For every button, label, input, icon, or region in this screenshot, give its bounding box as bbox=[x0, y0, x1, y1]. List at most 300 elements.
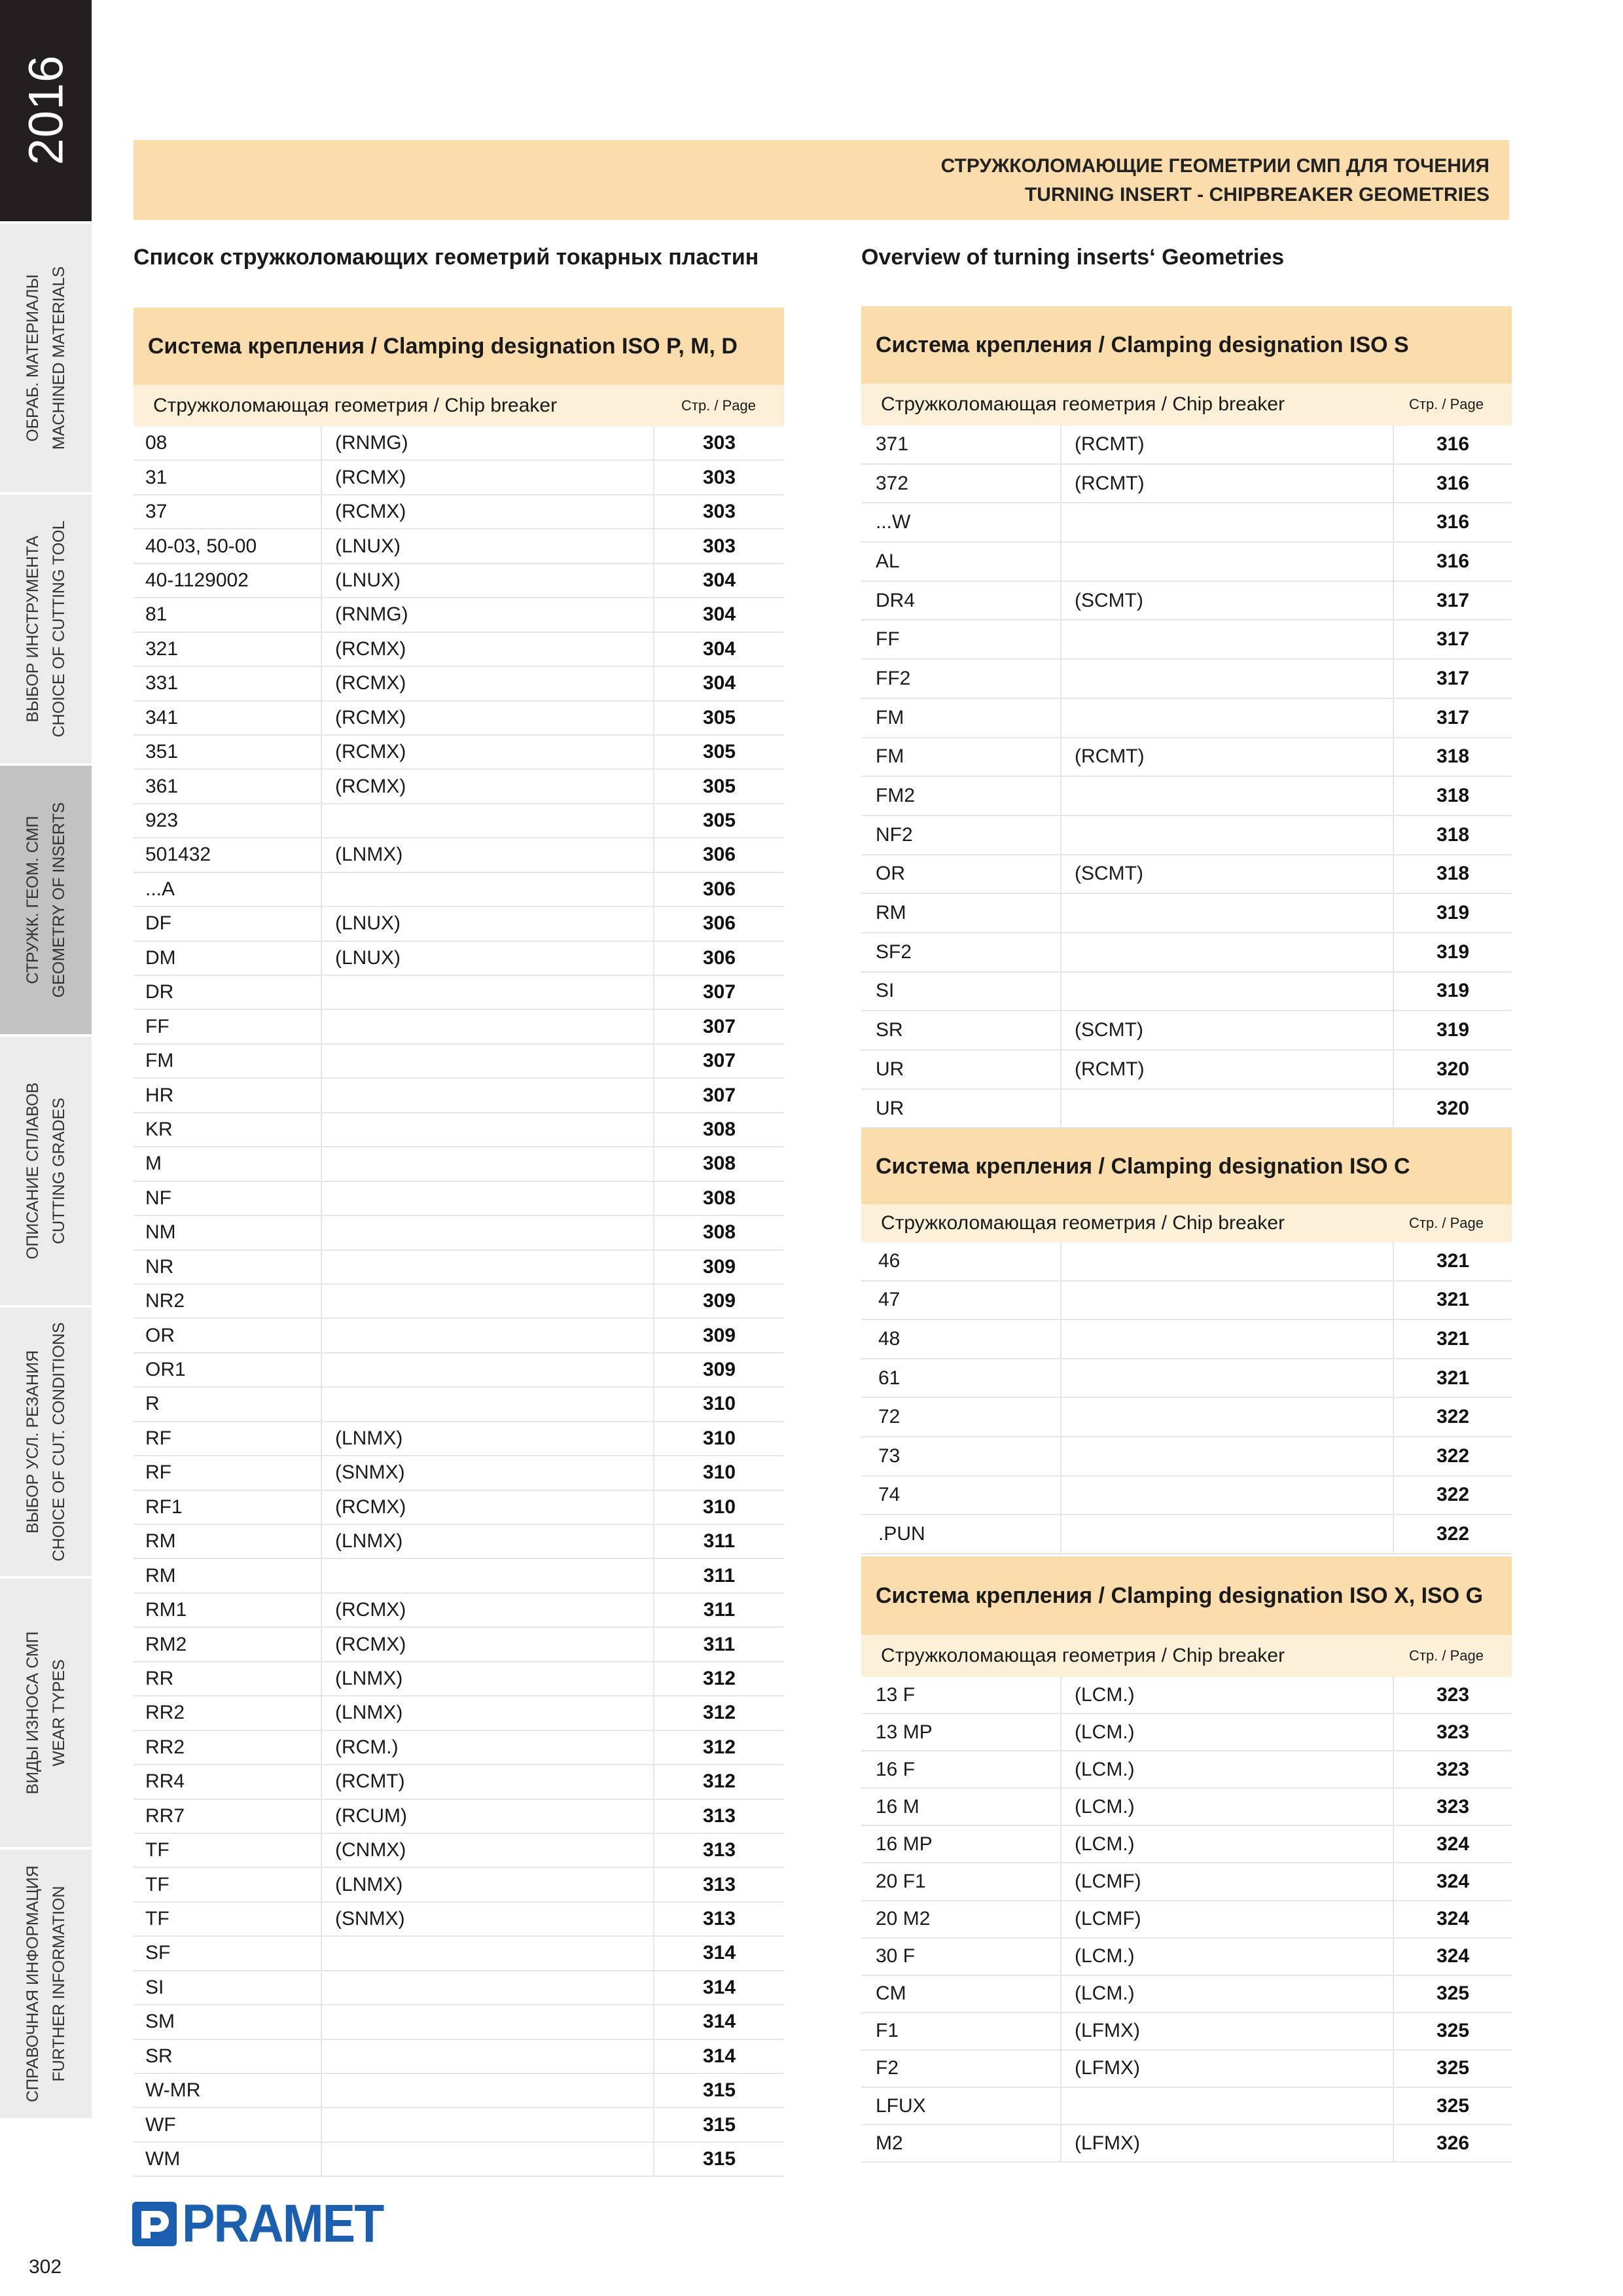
page-cell: 308 bbox=[653, 1182, 784, 1215]
table-row bbox=[134, 1113, 784, 1147]
insert-type-cell: (LNMX) bbox=[321, 838, 653, 871]
insert-type-cell bbox=[321, 1559, 653, 1592]
chipbreaker-cell: RF bbox=[145, 1427, 171, 1449]
page-cell: 311 bbox=[653, 1594, 784, 1626]
chipbreaker-cell: RR2 bbox=[145, 1736, 185, 1758]
table-row bbox=[861, 1050, 1512, 1090]
chipbreaker-cell: 08 bbox=[145, 432, 168, 454]
page-cell: 303 bbox=[653, 495, 784, 528]
insert-type-cell bbox=[1060, 1282, 1393, 1319]
table-row bbox=[134, 1525, 784, 1559]
table-row bbox=[861, 1751, 1512, 1789]
table-row bbox=[134, 1251, 784, 1285]
page-cell: 309 bbox=[653, 1285, 784, 1318]
sidebar-tab-labels bbox=[20, 1582, 72, 1844]
sidebar-tab-label-en: CHOICE OF CUTTING TOOL bbox=[50, 520, 68, 738]
sidebar-tab-6[interactable] bbox=[0, 1576, 92, 1847]
chipbreaker-cell: 81 bbox=[145, 603, 168, 626]
chipbreaker-cell: F2 bbox=[876, 2057, 899, 2079]
insert-type-cell bbox=[1060, 1242, 1393, 1280]
column-header-chip-breaker: Стружколомающая геометрия / Chip breaker bbox=[153, 395, 558, 416]
column-header-page: Стр. / Page bbox=[1408, 1647, 1484, 1664]
column-header-page: Стр. / Page bbox=[1408, 1215, 1484, 1231]
page-cell: 307 bbox=[653, 1010, 784, 1043]
chipbreaker-cell: ...A bbox=[145, 878, 175, 900]
insert-type-cell bbox=[1060, 620, 1393, 658]
table-row bbox=[861, 543, 1512, 582]
insert-type-cell: (LNMX) bbox=[321, 1696, 653, 1729]
chipbreaker-cell: DM bbox=[145, 946, 176, 969]
page-cell: 317 bbox=[1393, 699, 1512, 737]
page-cell: 317 bbox=[1393, 582, 1512, 620]
insert-type-cell: (LNUX) bbox=[321, 529, 653, 562]
page-cell: 308 bbox=[653, 1147, 784, 1180]
chipbreaker-cell: 16 M bbox=[876, 1795, 919, 1818]
page-cell: 310 bbox=[653, 1491, 784, 1524]
page-cell: 307 bbox=[653, 976, 784, 1009]
page-cell: 324 bbox=[1393, 1901, 1512, 1937]
column-header-row bbox=[861, 1204, 1512, 1242]
insert-type-cell: (SCMT) bbox=[1060, 1011, 1393, 1049]
chipbreaker-cell: SI bbox=[145, 1976, 164, 1998]
table-row bbox=[861, 1398, 1512, 1437]
table-row bbox=[134, 529, 784, 564]
insert-type-cell: (RCM.) bbox=[321, 1731, 653, 1764]
insert-type-cell: (LCM.) bbox=[1060, 1677, 1393, 1713]
insert-type-cell: (SCMT) bbox=[1060, 582, 1393, 620]
column-header-chip-breaker: Стружколомающая геометрия / Chip breaker bbox=[881, 1212, 1285, 1234]
table-row bbox=[134, 1903, 784, 1937]
sidebar bbox=[0, 0, 92, 2186]
page-cell: 306 bbox=[653, 873, 784, 906]
insert-type-cell: (LFMX) bbox=[1060, 2013, 1393, 2049]
page-cell: 325 bbox=[1393, 2013, 1512, 2049]
chipbreaker-cell: 48 bbox=[878, 1327, 901, 1350]
page-number: 302 bbox=[29, 2256, 62, 2278]
table-row bbox=[861, 1477, 1512, 1516]
page-cell: 307 bbox=[653, 1079, 784, 1111]
page-cell: 325 bbox=[1393, 1976, 1512, 2012]
table-row bbox=[134, 1800, 784, 1834]
chipbreaker-cell: OR bbox=[145, 1324, 175, 1346]
chipbreaker-cell: RR bbox=[145, 1667, 174, 1689]
chipbreaker-cell: 72 bbox=[878, 1406, 901, 1428]
insert-type-cell: (CNMX) bbox=[321, 1834, 653, 1867]
table-row bbox=[861, 699, 1512, 738]
sidebar-tab-label-en: CHOICE OF CUT. CONDITIONS bbox=[50, 1322, 68, 1562]
insert-type-cell: (RCUM) bbox=[321, 1800, 653, 1833]
table-row bbox=[134, 1491, 784, 1525]
table-row bbox=[861, 1515, 1512, 1554]
table-row bbox=[134, 907, 784, 941]
insert-type-cell bbox=[1060, 1515, 1393, 1553]
chipbreaker-cell: 20 M2 bbox=[876, 1908, 931, 1930]
sidebar-tab-7[interactable] bbox=[0, 1847, 92, 2118]
section-title-xg: Система крепления / Clamping designation ISO X, ISO G bbox=[861, 1556, 1512, 1635]
table-row bbox=[134, 461, 784, 495]
page-cell: 314 bbox=[653, 1937, 784, 1969]
page-cell: 325 bbox=[1393, 2051, 1512, 2087]
sidebar-tab-label-ru: СПРАВОЧНАЯ ИНФОРМАЦИЯ bbox=[24, 1865, 42, 2102]
insert-type-cell bbox=[321, 1216, 653, 1249]
page-cell: 313 bbox=[653, 1800, 784, 1833]
chipbreaker-cell: AL bbox=[876, 550, 900, 572]
page-cell: 318 bbox=[1393, 777, 1512, 815]
insert-type-cell: (RCMX) bbox=[321, 1491, 653, 1524]
page-cell: 322 bbox=[1393, 1515, 1512, 1553]
insert-type-cell bbox=[1060, 1090, 1393, 1128]
chipbreaker-cell: 74 bbox=[878, 1484, 901, 1506]
chipbreaker-cell: 47 bbox=[878, 1289, 901, 1311]
sidebar-tab-2[interactable] bbox=[0, 492, 92, 763]
pramet-logo bbox=[132, 2194, 401, 2253]
insert-type-cell bbox=[321, 2143, 653, 2176]
insert-type-cell bbox=[321, 2074, 653, 2107]
insert-type-cell: (LNUX) bbox=[321, 907, 653, 940]
page-cell: 304 bbox=[653, 633, 784, 666]
insert-type-cell bbox=[321, 976, 653, 1009]
insert-type-cell: (SNMX) bbox=[321, 1903, 653, 1935]
chipbreaker-cell: W-MR bbox=[145, 2079, 201, 2102]
chipbreaker-cell: 361 bbox=[145, 775, 179, 797]
table-row bbox=[134, 873, 784, 907]
table-row bbox=[861, 1976, 1512, 2013]
insert-type-cell: (SCMT) bbox=[1060, 855, 1393, 893]
chipbreaker-cell: RM bbox=[876, 902, 906, 924]
page-cell: 303 bbox=[653, 529, 784, 562]
chipbreaker-cell: FM2 bbox=[876, 785, 915, 807]
page-cell: 303 bbox=[653, 461, 784, 493]
table-row bbox=[134, 427, 784, 461]
table-row bbox=[134, 2143, 784, 2177]
chipbreaker-cell: DR bbox=[145, 981, 174, 1003]
column-header-page: Стр. / Page bbox=[681, 397, 757, 414]
column-header-page: Стр. / Page bbox=[1408, 396, 1484, 412]
table-row bbox=[134, 1319, 784, 1353]
chipbreaker-cell: 501432 bbox=[145, 844, 211, 866]
chipbreaker-cell: SR bbox=[876, 1019, 903, 1041]
sidebar-tab-label-ru: ВИДЫ ИЗНОСА СМП bbox=[24, 1631, 42, 1795]
table-row bbox=[134, 942, 784, 976]
insert-type-cell bbox=[321, 1182, 653, 1215]
chipbreaker-cell: 61 bbox=[878, 1367, 901, 1389]
insert-type-cell bbox=[321, 1113, 653, 1146]
sidebar-tab-label-ru: ОБРАБ. МАТЕРИАЛЫ bbox=[24, 274, 42, 442]
insert-type-cell bbox=[321, 873, 653, 906]
table-row bbox=[134, 1696, 784, 1731]
page-cell: 316 bbox=[1393, 425, 1512, 463]
page-cell: 319 bbox=[1393, 933, 1512, 971]
sidebar-tab-4[interactable] bbox=[0, 1034, 92, 1305]
page-cell: 308 bbox=[653, 1113, 784, 1146]
table-row bbox=[134, 495, 784, 529]
page-cell: 305 bbox=[653, 702, 784, 734]
table-row bbox=[134, 1045, 784, 1079]
table-row bbox=[134, 633, 784, 667]
table-row bbox=[861, 2013, 1512, 2051]
insert-type-cell bbox=[1060, 1437, 1393, 1475]
table-row bbox=[134, 1971, 784, 2005]
sidebar-tab-label-en: CUTTING GRADES bbox=[50, 1098, 68, 1244]
sidebar-tab-labels bbox=[20, 769, 72, 1031]
chipbreaker-cell: .PUN bbox=[878, 1522, 925, 1545]
table-row bbox=[861, 816, 1512, 855]
chipbreaker-cell: 923 bbox=[145, 810, 179, 832]
table-row bbox=[134, 1216, 784, 1250]
chipbreaker-cell: LFUX bbox=[876, 2094, 926, 2117]
insert-type-cell: (LNUX) bbox=[321, 564, 653, 597]
page-cell: 322 bbox=[1393, 1477, 1512, 1515]
table-row bbox=[861, 2051, 1512, 2088]
insert-type-cell bbox=[1060, 894, 1393, 932]
insert-type-cell: (RNMG) bbox=[321, 598, 653, 631]
table-row bbox=[861, 1677, 1512, 1714]
chipbreaker-cell: UR bbox=[876, 1058, 904, 1080]
page-cell: 326 bbox=[1393, 2125, 1512, 2161]
page-cell: 314 bbox=[653, 2040, 784, 2073]
chipbreaker-cell: SM bbox=[145, 2011, 175, 2033]
sidebar-tab-labels bbox=[20, 1040, 72, 1302]
table-row bbox=[861, 1011, 1512, 1050]
table-body-xg bbox=[861, 1677, 1512, 2162]
chipbreaker-cell: RM bbox=[145, 1564, 176, 1587]
insert-type-cell bbox=[321, 1388, 653, 1420]
table-row bbox=[134, 1937, 784, 1971]
page-cell: 304 bbox=[653, 667, 784, 700]
page-cell: 318 bbox=[1393, 816, 1512, 854]
column-header-row bbox=[861, 384, 1512, 425]
chipbreaker-cell: RR7 bbox=[145, 1804, 185, 1827]
page-cell: 305 bbox=[653, 736, 784, 768]
page-cell: 324 bbox=[1393, 1863, 1512, 1899]
table-row bbox=[134, 1147, 784, 1181]
table-row bbox=[134, 1456, 784, 1490]
page-cell: 310 bbox=[653, 1456, 784, 1489]
table-row bbox=[861, 1714, 1512, 1751]
insert-type-cell: (LCM.) bbox=[1060, 1939, 1393, 1975]
sidebar-tab-5[interactable] bbox=[0, 1305, 92, 1576]
sidebar-tab-label-ru: СТРУЖК. ГЕОМ. СМП bbox=[24, 816, 42, 984]
insert-type-cell: (RCMX) bbox=[321, 770, 653, 802]
table-row bbox=[861, 582, 1512, 621]
page-cell: 325 bbox=[1393, 2088, 1512, 2124]
page-cell: 307 bbox=[653, 1045, 784, 1077]
chipbreaker-cell: FM bbox=[876, 745, 904, 768]
insert-type-cell bbox=[1060, 1359, 1393, 1397]
insert-type-cell: (RCMT) bbox=[321, 1765, 653, 1798]
chipbreaker-cell: FM bbox=[876, 706, 904, 728]
table-row bbox=[134, 702, 784, 736]
table-row bbox=[861, 777, 1512, 816]
insert-type-cell: (SNMX) bbox=[321, 1456, 653, 1489]
table-body-s bbox=[861, 425, 1512, 1128]
insert-type-cell: (RNMG) bbox=[321, 427, 653, 459]
chipbreaker-cell: 20 F1 bbox=[876, 1871, 926, 1893]
page-cell: 313 bbox=[653, 1903, 784, 1935]
insert-type-cell: (RCMT) bbox=[1060, 1050, 1393, 1088]
sidebar-tab-labels bbox=[20, 1311, 72, 1573]
sidebar-tab-label-en: FURTHER INFORMATION bbox=[50, 1886, 68, 2082]
insert-type-cell: (LNMX) bbox=[321, 1662, 653, 1695]
table-row bbox=[861, 620, 1512, 660]
page-cell: 314 bbox=[653, 1971, 784, 2004]
chipbreaker-cell: KR bbox=[145, 1118, 173, 1140]
table-row bbox=[861, 855, 1512, 895]
insert-type-cell: (RCMX) bbox=[321, 1628, 653, 1660]
chipbreaker-cell: ...W bbox=[876, 511, 911, 533]
insert-type-cell bbox=[1060, 933, 1393, 971]
insert-type-cell bbox=[321, 1079, 653, 1111]
insert-type-cell: (RCMX) bbox=[321, 633, 653, 666]
chipbreaker-cell: DF bbox=[145, 912, 171, 935]
chipbreaker-cell: F1 bbox=[876, 2020, 899, 2042]
page-cell: 315 bbox=[653, 2108, 784, 2141]
chipbreaker-cell: FF2 bbox=[876, 667, 911, 689]
column-header-chip-breaker: Стружколомающая геометрия / Chip breaker bbox=[881, 393, 1285, 415]
section-title-pmd: Система крепления / Clamping designation ISO P, M, D bbox=[134, 308, 784, 385]
chipbreaker-cell: 16 F bbox=[876, 1758, 916, 1780]
page-cell: 321 bbox=[1393, 1242, 1512, 1280]
chipbreaker-cell: 372 bbox=[876, 472, 909, 494]
chipbreaker-cell: RM bbox=[145, 1530, 176, 1552]
chipbreaker-cell: R bbox=[145, 1393, 160, 1415]
table-row bbox=[861, 973, 1512, 1012]
table-row bbox=[134, 1662, 784, 1696]
chipbreaker-cell: HR bbox=[145, 1084, 174, 1106]
insert-type-cell: (RCMX) bbox=[321, 667, 653, 700]
page-cell: 317 bbox=[1393, 660, 1512, 698]
page-cell: 323 bbox=[1393, 1751, 1512, 1787]
table-row bbox=[861, 1437, 1512, 1477]
section-title-s: Система крепления / Clamping designation ISO S bbox=[861, 306, 1512, 384]
insert-type-cell bbox=[321, 2108, 653, 2141]
table-body-c bbox=[861, 1242, 1512, 1554]
page-cell: 311 bbox=[653, 1559, 784, 1592]
page-cell: 324 bbox=[1393, 1939, 1512, 1975]
table-row bbox=[134, 770, 784, 804]
insert-type-cell bbox=[1060, 1477, 1393, 1515]
page-cell: 316 bbox=[1393, 503, 1512, 541]
chipbreaker-cell: RF bbox=[145, 1462, 171, 1484]
sidebar-tab-labels bbox=[20, 1853, 72, 2115]
insert-type-cell bbox=[1060, 1320, 1393, 1358]
chipbreaker-cell: WM bbox=[145, 2148, 181, 2170]
table-row bbox=[134, 804, 784, 838]
insert-type-cell bbox=[321, 1251, 653, 1283]
page-cell: 320 bbox=[1393, 1090, 1512, 1128]
page-cell: 313 bbox=[653, 1868, 784, 1901]
sidebar-tab-label-ru: ВЫБОР УСЛ. РЕЗАНИЯ bbox=[24, 1350, 42, 1534]
insert-type-cell: (LNMX) bbox=[321, 1868, 653, 1901]
table-row bbox=[861, 894, 1512, 933]
insert-type-cell: (RCMT) bbox=[1060, 425, 1393, 463]
table-row bbox=[861, 1242, 1512, 1282]
page-cell: 323 bbox=[1393, 1714, 1512, 1750]
table-row bbox=[134, 736, 784, 770]
insert-type-cell bbox=[321, 1147, 653, 1180]
table-row bbox=[861, 2088, 1512, 2125]
chipbreaker-cell: DR4 bbox=[876, 589, 916, 611]
table-row bbox=[134, 1354, 784, 1388]
table-row bbox=[861, 503, 1512, 543]
chipbreaker-cell: RF1 bbox=[145, 1496, 183, 1518]
sidebar-tab-3[interactable] bbox=[0, 763, 92, 1034]
chipbreaker-cell: RR4 bbox=[145, 1770, 185, 1793]
insert-type-cell bbox=[1060, 503, 1393, 541]
page-cell: 304 bbox=[653, 564, 784, 597]
insert-type-cell: (LCMF) bbox=[1060, 1863, 1393, 1899]
chipbreaker-cell: RM2 bbox=[145, 1633, 187, 1655]
insert-type-cell bbox=[321, 1045, 653, 1077]
page-cell: 306 bbox=[653, 838, 784, 871]
table-row bbox=[861, 1939, 1512, 1976]
chipbreaker-cell: 371 bbox=[876, 433, 909, 455]
insert-type-cell bbox=[321, 1285, 653, 1318]
insert-type-cell: (LCM.) bbox=[1060, 1976, 1393, 2012]
chipbreaker-cell: 73 bbox=[878, 1444, 901, 1467]
page-cell: 321 bbox=[1393, 1320, 1512, 1358]
table-row bbox=[134, 564, 784, 598]
page-cell: 306 bbox=[653, 942, 784, 975]
chipbreaker-cell: FM bbox=[145, 1050, 174, 1072]
page-cell: 315 bbox=[653, 2074, 784, 2107]
chipbreaker-cell: 351 bbox=[145, 741, 179, 763]
sidebar-tab-labels bbox=[20, 498, 72, 760]
table-row bbox=[134, 1594, 784, 1628]
page-cell: 324 bbox=[1393, 1826, 1512, 1862]
page-cell: 305 bbox=[653, 804, 784, 837]
chipbreaker-cell: 40-03, 50-00 bbox=[145, 535, 257, 557]
table-row bbox=[134, 1731, 784, 1765]
table-row bbox=[861, 1789, 1512, 1826]
sidebar-tab-labels bbox=[20, 227, 72, 489]
table-row bbox=[134, 1628, 784, 1662]
chipbreaker-cell: CM bbox=[876, 1982, 906, 2005]
sidebar-tab-label-ru: ВЫБОР ИНСТРУМЕНТА bbox=[24, 535, 42, 723]
table-row bbox=[861, 738, 1512, 778]
chipbreaker-cell: 321 bbox=[145, 637, 179, 660]
insert-type-cell: (RCMT) bbox=[1060, 465, 1393, 503]
table-body-pmd bbox=[134, 427, 784, 2177]
insert-type-cell bbox=[1060, 660, 1393, 698]
insert-type-cell bbox=[321, 1971, 653, 2004]
insert-type-cell bbox=[321, 1937, 653, 1969]
table-row bbox=[861, 1282, 1512, 1321]
chipbreaker-cell: UR bbox=[876, 1097, 904, 1119]
chipbreaker-cell: SI bbox=[876, 980, 895, 1002]
chipbreaker-cell: TF bbox=[145, 1873, 169, 1895]
insert-type-cell bbox=[1060, 973, 1393, 1011]
table-row bbox=[861, 2125, 1512, 2162]
table-row bbox=[134, 1285, 784, 1319]
insert-type-cell bbox=[1060, 543, 1393, 581]
page-cell: 317 bbox=[1393, 620, 1512, 658]
insert-type-cell: (LNMX) bbox=[321, 1525, 653, 1558]
table-row bbox=[861, 933, 1512, 973]
sidebar-tab-label-en: WEAR TYPES bbox=[50, 1659, 68, 1767]
sidebar-tab-1[interactable] bbox=[0, 221, 92, 492]
page-cell: 319 bbox=[1393, 894, 1512, 932]
page-cell: 305 bbox=[653, 770, 784, 802]
page-cell: 312 bbox=[653, 1765, 784, 1798]
table-row bbox=[134, 1182, 784, 1216]
insert-type-cell: (RCMX) bbox=[321, 1594, 653, 1626]
table-row bbox=[861, 1863, 1512, 1901]
page-cell: 323 bbox=[1393, 1789, 1512, 1825]
page-cell: 304 bbox=[653, 598, 784, 631]
table-row bbox=[861, 1320, 1512, 1359]
insert-type-cell bbox=[321, 2040, 653, 2073]
